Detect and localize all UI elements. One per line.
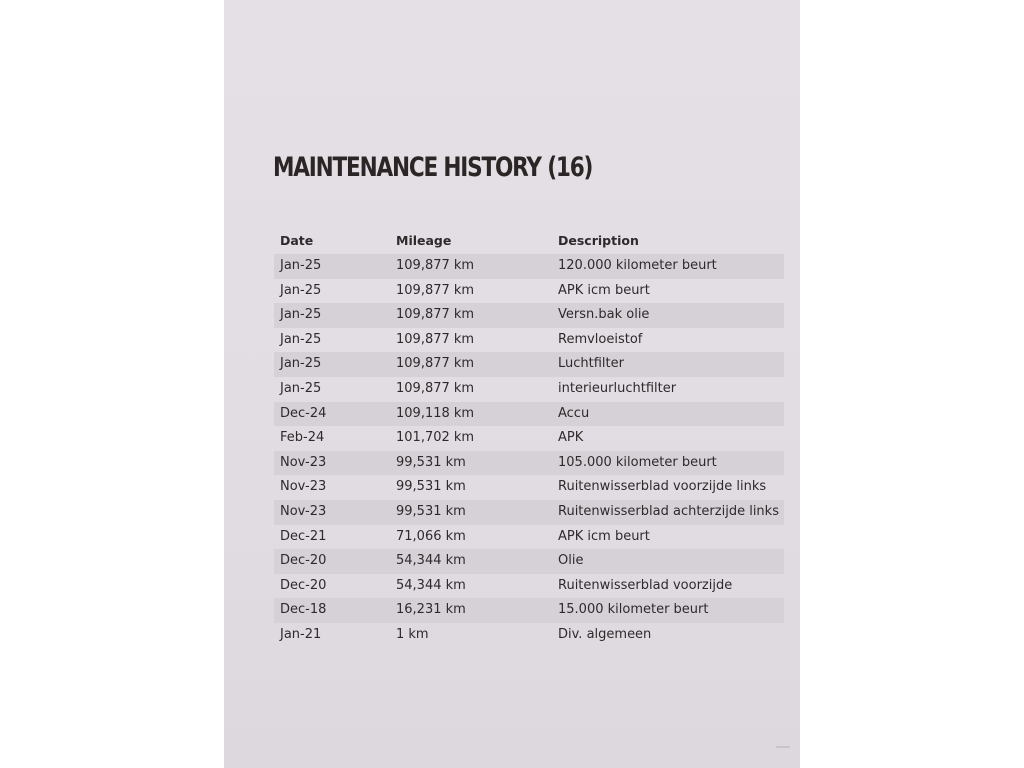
page-title: MAINTENANCE HISTORY (16) [273, 152, 593, 183]
table-row [274, 426, 784, 451]
cell-mileage: 16,231 km [396, 602, 466, 618]
cell-mileage: 109,877 km [396, 307, 475, 323]
cell-date: Dec-24 [280, 405, 327, 421]
cell-mileage: 109,877 km [396, 356, 475, 372]
cell-date: Nov-23 [280, 479, 327, 495]
cell-mileage: 109,877 km [396, 258, 475, 273]
cell-date: Jan-25 [280, 356, 322, 372]
cell-date: Jan-25 [280, 282, 322, 298]
cell-description: interieurluchtfilter [558, 380, 677, 396]
maintenance-table [274, 229, 784, 648]
cell-date: Dec-18 [280, 602, 327, 618]
cell-description: Remvloeistof [558, 331, 643, 347]
cell-description: Ruitenwisserblad voorzijde links [558, 479, 767, 495]
cell-mileage: 109,118 km [396, 405, 475, 421]
cell-description: Accu [558, 405, 590, 421]
cell-description: 120.000 kilometer beurt [558, 258, 717, 273]
cell-date: Jan-25 [280, 331, 322, 347]
cell-date: Jan-25 [280, 307, 322, 323]
cell-mileage: 54,344 km [396, 553, 466, 569]
cell-description: Luchtfilter [558, 356, 624, 372]
cell-date: Dec-20 [280, 577, 327, 593]
table-row [274, 525, 784, 550]
cell-description: Ruitenwisserblad voorzijde [558, 577, 733, 593]
cell-description: APK [558, 430, 584, 446]
cell-description: Ruitenwisserblad achterzijde links [558, 503, 779, 519]
cell-description: 15.000 kilometer beurt [558, 602, 709, 618]
cell-date: Nov-23 [280, 454, 327, 470]
cell-date: Dec-21 [280, 528, 327, 544]
cell-date: Nov-23 [280, 503, 327, 519]
column-header-mileage: Mileage [396, 233, 452, 248]
cell-mileage: 109,877 km [396, 331, 475, 347]
table-row [274, 623, 784, 648]
cell-mileage: 1 km [396, 626, 429, 642]
cell-mileage: 101,702 km [396, 430, 475, 446]
table-row [274, 402, 784, 427]
table-row [274, 303, 784, 328]
cell-date: Jan-25 [280, 380, 322, 396]
table-row [274, 475, 784, 500]
cell-mileage: 109,877 km [396, 282, 475, 298]
paper-smudge [776, 746, 790, 748]
cell-description: APK icm beurt [558, 282, 650, 298]
cell-description: Versn.bak olie [558, 307, 650, 323]
cell-description: Olie [558, 553, 584, 569]
table-row [274, 352, 784, 377]
table-row [274, 451, 784, 476]
cell-mileage: 99,531 km [396, 503, 466, 519]
cell-date: Jan-25 [280, 258, 322, 273]
table-row [274, 500, 784, 525]
table-row [274, 377, 784, 402]
table-row [274, 279, 784, 304]
table-row [274, 254, 784, 279]
cell-description: 105.000 kilometer beurt [558, 454, 717, 470]
cell-mileage: 54,344 km [396, 577, 466, 593]
table-row [274, 574, 784, 599]
table-header-row [274, 229, 784, 254]
cell-date: Jan-21 [280, 626, 322, 642]
column-header-date: Date [280, 233, 314, 248]
table-body [274, 254, 784, 648]
cell-mileage: 99,531 km [396, 479, 466, 495]
column-header-description: Description [558, 233, 639, 248]
table-row [274, 598, 784, 623]
cell-date: Dec-20 [280, 553, 327, 569]
table-row [274, 328, 784, 353]
cell-description: APK icm beurt [558, 528, 650, 544]
cell-mileage: 109,877 km [396, 380, 475, 396]
cell-mileage: 99,531 km [396, 454, 466, 470]
cell-mileage: 71,066 km [396, 528, 466, 544]
cell-description: Div. algemeen [558, 626, 652, 642]
cell-date: Feb-24 [280, 430, 325, 446]
paper-sheet [224, 0, 800, 768]
table-row [274, 549, 784, 574]
